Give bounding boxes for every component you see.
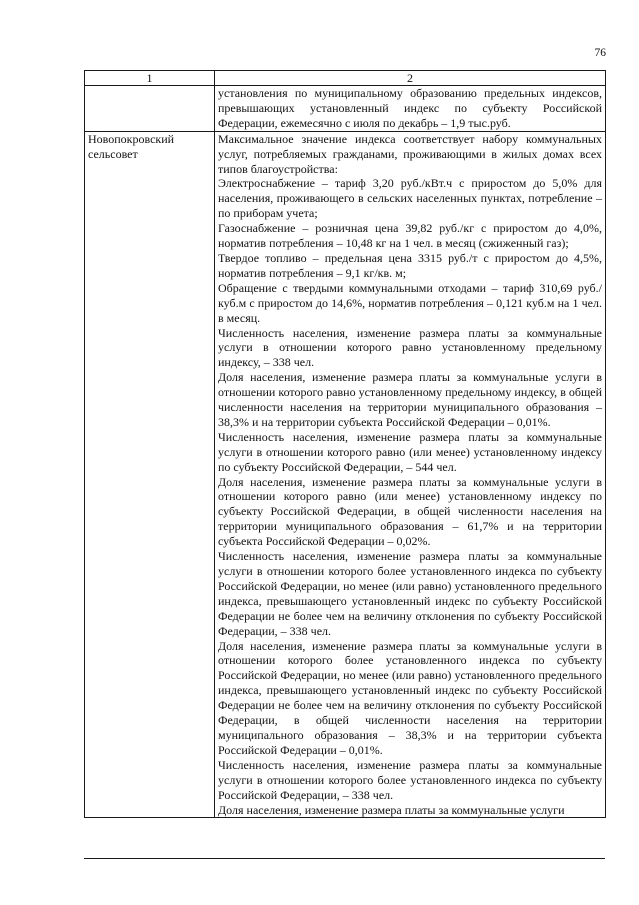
- table-row: [85, 86, 606, 132]
- paragraph: Численность населения, изменение размера платы за коммунальные услуги в отношении которого более установленного индекса по субъекту Российской Федерации, но менее (или равно) установленного предельного индекса, превышающего установленный индекс по субъекту Российской Федерации не более чем на величину отклонения по субъекту Российской Федерации, – 338 чел.: [218, 549, 602, 638]
- table-header-row: [85, 71, 606, 86]
- paragraph: Электроснабжение – тариф 3,20 руб./кВт.ч с приростом до 5,0% для населения, проживающего в сельских населенных пунктах, потребление – по приборам учета;: [218, 176, 602, 221]
- paragraph: установления по муниципальному образованию предельных индексов, превышающих установленный индекс по субъекту Российской Федерации, ежемесячно с июля по декабрь – 1,9 тыс.руб.: [218, 86, 602, 130]
- paragraph: Численность населения, изменение размера платы за коммунальные услуги в отношении которого равно установленному предельному индексу, – 338 чел.: [218, 325, 602, 370]
- column-header-1: 1: [85, 71, 215, 86]
- table-row: [85, 131, 606, 818]
- municipality-cell: [85, 86, 215, 132]
- column-header-2: 2: [215, 71, 606, 86]
- paragraph: Газоснабжение – розничная цена 39,82 руб./кг с приростом до 4,0%, норматив потребления – 10,48 кг на 1 чел. в месяц (сжиженный газ);: [218, 221, 602, 251]
- paragraph: Численность населения, изменение размера платы за коммунальные услуги в отношении которого более установленного индекса по субъекту Российской Федерации, – 338 чел.: [218, 757, 602, 802]
- paragraph: Максимальное значение индекса соответствует набору коммунальных услуг, потребляемых гражданами, проживающими в жилых домах всех типов благоустройства:: [218, 131, 602, 176]
- paragraph: Доля населения, изменение размера платы за коммунальные услуги: [218, 802, 565, 817]
- page-number: 76: [594, 47, 606, 59]
- document-table: [84, 70, 606, 818]
- table-bottom-border: [84, 858, 605, 859]
- paragraph: Доля населения, изменение размера платы за коммунальные услуги в отношении которого равно установленному предельному индексу, в общей численности населения на территории муниципального образования – 38,3% и на территории субъекта Российской Федерации – 0,01%.: [218, 370, 602, 429]
- paragraph: Доля населения, изменение размера платы за коммунальные услуги в отношении которого более установленного индекса по субъекту Российской Федерации, но менее (или равно) установленного предельного индекса, превышающего установленный индекс по субъекту Российской Федерации не более чем на величину отклонения по субъекту Российской Федерации, в общей численности населения на территории муниципального образования – 38,3% и на территории субъекта Российской Федерации – 0,01%.: [218, 638, 602, 757]
- municipality-cell: Новопокровский сельсовет: [85, 131, 215, 818]
- paragraph: Обращение с твердыми коммунальными отходами – тариф 310,69 руб./куб.м с приростом до 14,6%, норматив потребления – 0,121 куб.м на 1 чел. в месяц.: [218, 280, 602, 325]
- paragraph: Доля населения, изменение размера платы за коммунальные услуги в отношении которого равно (или менее) установленному индексу по субъекту Российской Федерации, в общей численности населения на территории муниципального образования – 61,7% и на территории субъекта Российской Федерации – 0,02%.: [218, 474, 602, 549]
- description-cell: [215, 86, 606, 132]
- paragraph: Твердое топливо – предельная цена 3315 руб./т с приростом до 4,5%, норматив потребления – 9,1 кг/кв. м;: [218, 250, 602, 280]
- paragraph: Численность населения, изменение размера платы за коммунальные услуги в отношении которого равно (или менее) установленному индексу по субъекту Российской Федерации, – 544 чел.: [218, 429, 602, 474]
- page-bottom-margin: [0, 858, 639, 905]
- description-cell: [215, 131, 606, 818]
